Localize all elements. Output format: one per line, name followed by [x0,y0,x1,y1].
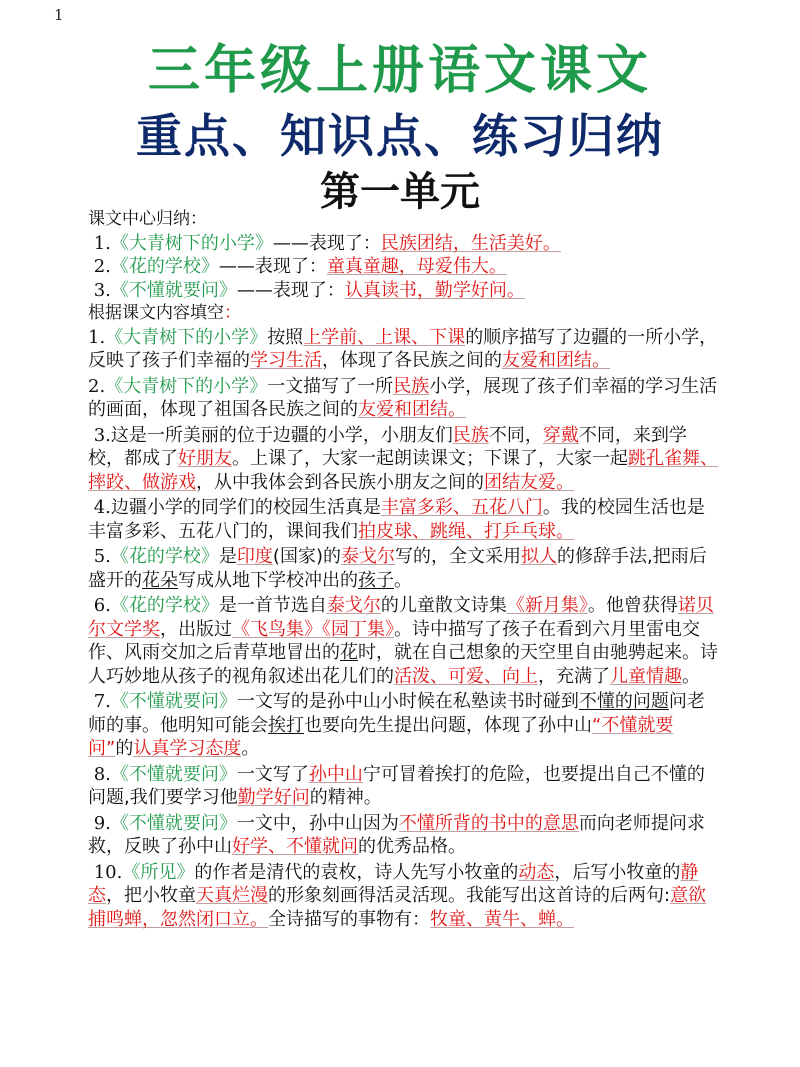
fill-item-4: 4.边疆小学的同学们的校园生活真是丰富多彩、五花八门。我的校园生活也是丰富多彩、五花八门的，课间我们拍皮球、跳绳、打乒乓球。 [88,497,705,542]
summary-item-2: 2.《花的学校》——表现了：童真童趣，母爱伟大。 [93,256,507,277]
document-body [88,208,718,933]
main-title: 三年级上册语文课文 [147,41,652,101]
fill-item-2: 2.《大青树下的小学》一文描写了一所民族小学，展现了孩子们幸福的学习生活的画面，体现了祖国各民族之间的友爱和团结。 [88,375,718,420]
summary-item-3: 3.《不懂就要问》——表现了：认真读书，勤学好问。 [93,279,525,301]
fill-item-9: 9.《不懂就要问》一文中，孙中山因为不懂所背的书中的意思而向老师提问求救，反映了孙中山好学、不懂就问的优秀品格。 [88,812,705,857]
sub-title: 重点、知识点、练习归纳 [136,109,664,163]
fill-item-8: 8.《不懂就要问》一文写了孙中山宁可冒着挨打的危险，也要提出自己不懂的问题,我们要学习他勤学好问的精神。 [88,763,705,808]
page-number: 1 [54,6,64,24]
summary-item-1: 1.《大青树下的小学》——表现了：民族团结，生活美好。 [93,232,561,254]
fill-item-10: 10.《所见》的作者是清代的袁枚，诗人先写小牧童的动态，后写小牧童的静态，把小牧童天真烂漫的形象刻画得活灵活现。我能写出这首诗的后两句:意欲捕鸣蝉，忽然闭口立。全诗描写的事物有：牧童、黄牛、蝉。 [88,861,707,930]
section-heading-fill: 根据课文内容填空： [88,303,241,323]
fill-item-3: 3.这是一所美丽的位于边疆的小学，小朋友们民族不同，穿戴不同，来到学校，都成了好朋友。上课了，大家一起朗读课文；下课了，大家一起跳孔雀舞、摔跤、做游戏，从中我体会到各民族小朋友之间的团结友爱。 [88,424,718,493]
unit-title: 第一单元 [320,169,480,215]
fill-item-1: 1.《大青树下的小学》按照上学前、上课、下课的顺序描写了边疆的一所小学，反映了孩子们幸福的学习生活，体现了各民族之间的友爱和团结。 [88,326,718,371]
fill-item-5: 5.《花的学校》是印度(国家)的泰戈尔写的，全文采用拟人的修辞手法,把雨后盛开的花朵写成从地下学校冲出的孩子。 [88,546,707,591]
fill-item-7: 7.《不懂就要问》一文写的是孙中山小时候在私塾读书时碰到不懂的问题问老师的事。他明知可能会挨打也要向先生提出问题，体现了孙中山“不懂就要问”的认真学习态度。 [88,691,705,759]
section-heading-summary: 课文中心归纳： [88,209,207,229]
fill-item-6: 6.《花的学校》是一首节选自泰戈尔的儿童散文诗集《新月集》。他曾获得诺贝尔文学奖，出版过《飞鸟集》《园丁集》。诗中描写了孩子在看到六月里雷电交作、风雨交加之后青草地冒出的花时，就在自己想象的天空里自由驰骋起来。诗人巧妙地从孩子的视角叙述出花儿们的活泼、可爱、向上，充满了儿童情趣。 [88,595,718,687]
